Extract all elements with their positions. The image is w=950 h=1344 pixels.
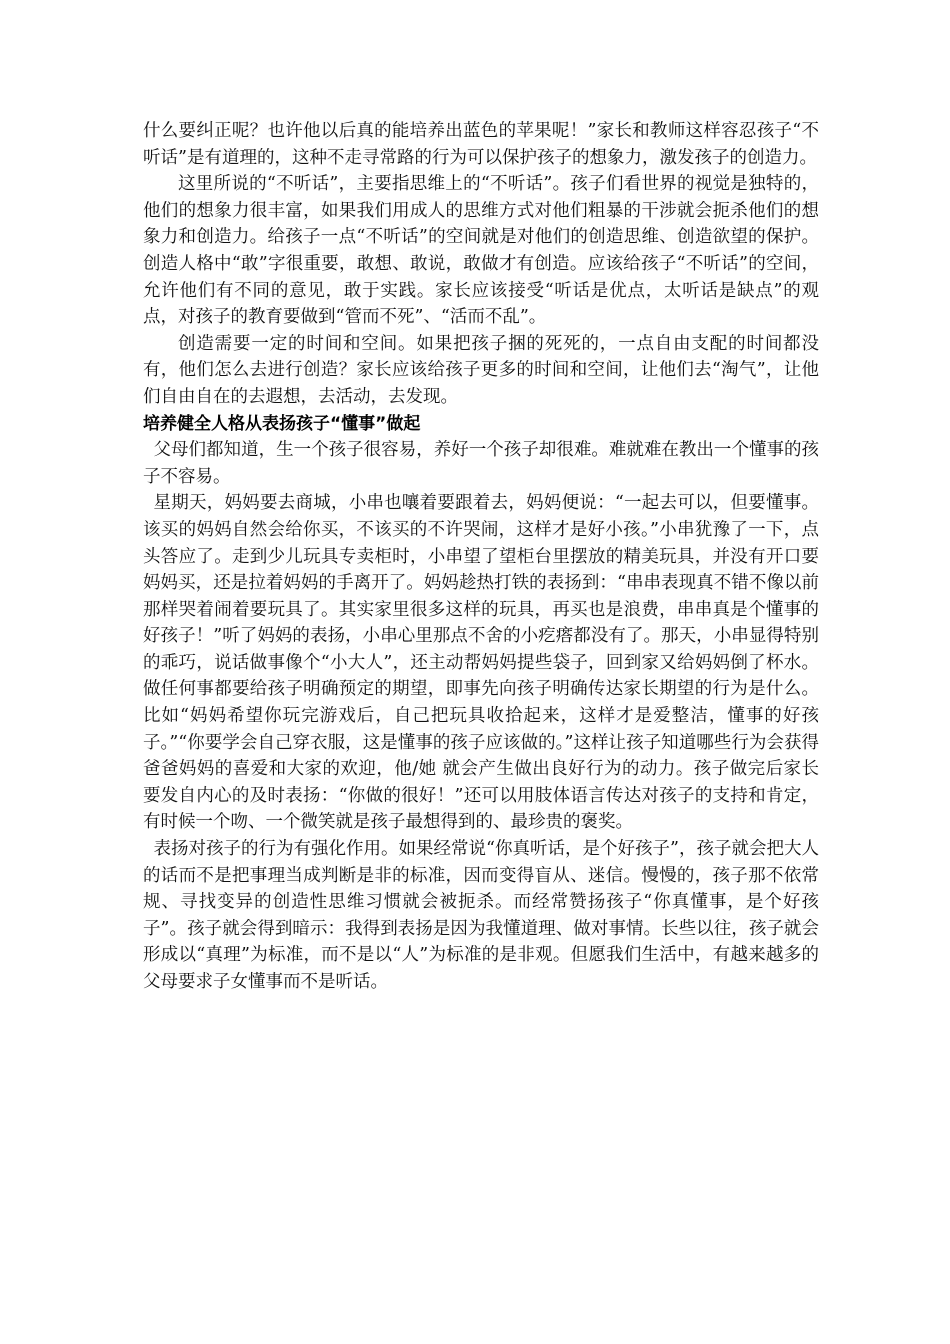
paragraph-sunday-story: 星期天，妈妈要去商城，小串也嚷着要跟着去，妈妈便说：“一起去可以，但要懂事。该买的妈妈自然会给你买，不该买的不许哭闹，这样才是好小孩。”小串犹豫了一下，点头答应了。走到少儿玩具专卖柜时，小串望了望柜台里摆放的精美玩具，并没有开口要妈妈买，还是拉着妈妈的手离开了。妈妈趁热打铁的表扬到：“串串表现真不错不像以前那样哭着闹着要玩具了。其实家里很多这样的玩具，再买也是浪费，串串真是个懂事的好孩子！”听了妈妈的表扬，小串心里那点不舍的小疙瘩都没有了。那天，小串显得特别的乖巧，说话做事像个“小大人”，还主动帮妈妈提些袋子，回到家又给妈妈倒了杯水。做任何事都要给孩子明确预定的期望，即事先向孩子明确传达家长期望的行为是什么。比如“妈妈希望你玩完游戏后，自己把玩具收拾起来，这样才是爱整洁，懂事的好孩子。”“你要学会自己穿衣服，这是懂事的孩子应该做的。”这样让孩子知道哪些行为会获得爸爸妈妈的喜爱和大家的欢迎，他/她 就会产生做出良好行为的动力。孩子做完后家长要发自内心的及时表扬：“你做的很好！”还可以用肢体语言传达对孩子的支持和肯定，有时候一个吻、一个微笑就是孩子最想得到的、最珍贵的褒奖。 bbox=[143, 493, 819, 833]
document-page bbox=[143, 118, 819, 996]
section-heading: 培养健全人格从表扬孩子“懂事”做起 bbox=[143, 413, 421, 434]
paragraph-thinking-disobedience: 这里所说的“不听话”，主要指思维上的“不听话”。孩子们看世界的视觉是独特的，他们的想象力很丰富，如果我们用成人的思维方式对他们粗暴的干涉就会扼杀他们的想象力和创造力。给孩子一点“不听话”的空间就是对他们的创造思维、创造欲望的保护。创造人格中“敢”字很重要，敢想、敢说，敢做才有创造。应该给孩子“不听话”的空间，允许他们有不同的意见，敢于实践。家长应该接受“听话是优点，太听话是缺点”的观点，对孩子的教育要做到“管而不死”、“活而不乱”。 bbox=[143, 174, 819, 328]
paragraph-parents-know: 父母们都知道，生一个孩子很容易，养好一个孩子却很难。难就难在教出一个懂事的孩子不容易。 bbox=[143, 440, 819, 487]
paragraph-time-and-space: 创造需要一定的时间和空间。如果把孩子捆的死死的，一点自由支配的时间都没有，他们怎么去进行创造？家长应该给孩子更多的时间和空间，让他们去“淘气”，让他们自由自在的去遐想，去活动，去发现。 bbox=[143, 333, 819, 407]
paragraph-praise-effect: 表扬对孩子的行为有强化作用。如果经常说“你真听话，是个好孩子”，孩子就会把大人的话而不是把事理当成判断是非的标准，因而变得盲从、迷信。慢慢的，孩子那不依常规、寻找变异的创造性思维习惯就会被扼杀。而经常赞扬孩子“你真懂事，是个好孩子”。孩子就会得到暗示：我得到表扬是因为我懂道理、做对事情。长些以往，孩子就会形成以“真理”为标准，而不是以“人”为标准的是非观。但愿我们生活中，有越来越多的父母要求子女懂事而不是听话。 bbox=[143, 839, 819, 992]
paragraph-continuation: 什么要纠正呢？也许他以后真的能培养出蓝色的苹果呢！”家长和教师这样容忍孩子“不听话”是有道理的，这种不走寻常路的行为可以保护孩子的想象力，激发孩子的创造力。 bbox=[143, 121, 819, 168]
